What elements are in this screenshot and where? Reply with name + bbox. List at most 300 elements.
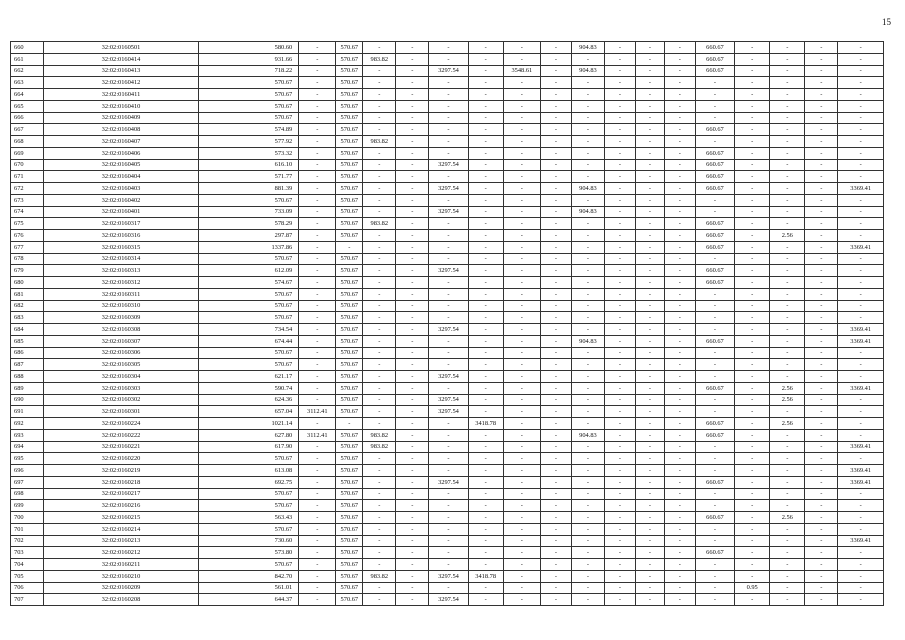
value-cell: - [805,570,838,582]
table-row [11,124,884,136]
value-cell: - [571,124,604,136]
value-cell: - [635,183,664,195]
value-cell: - [805,300,838,312]
table-row [11,394,884,406]
value-cell: - [604,253,635,265]
value-cell: - [770,206,805,218]
value-cell: - [735,465,770,477]
value-cell: - [299,159,336,171]
cadastral-number-cell: 32:02:0160406 [44,147,199,159]
value-cell: - [429,194,468,206]
value-cell: - [635,324,664,336]
cadastral-number-cell: 32:02:0160215 [44,512,199,524]
value-cell: - [735,77,770,89]
value-cell: - [805,371,838,383]
value-cell: - [805,594,838,606]
value-cell: 570.67 [336,406,363,418]
cadastral-number-cell: 32:02:0160208 [44,594,199,606]
value-cell: - [664,288,695,300]
value-cell: - [735,512,770,524]
value-cell: - [468,288,503,300]
value-cell: - [299,547,336,559]
value-cell: - [429,500,468,512]
value-cell: - [468,547,503,559]
row-number-cell: 691 [11,406,44,418]
table-row [11,418,884,430]
cadastral-number-cell: 32:02:0160306 [44,347,199,359]
value-cell: - [540,488,571,500]
cadastral-number-cell: 32:02:0160212 [44,547,199,559]
value-cell: - [540,465,571,477]
value-cell: - [604,183,635,195]
value-cell: - [503,194,540,206]
value-cell: 931.66 [199,53,299,65]
value-cell: - [770,371,805,383]
value-cell: 570.67 [336,570,363,582]
value-cell: - [604,371,635,383]
value-cell: - [540,241,571,253]
cadastral-number-cell: 32:02:0160410 [44,100,199,112]
value-cell: - [540,512,571,524]
value-cell: 570.67 [336,206,363,218]
cadastral-number-cell: 32:02:0160222 [44,429,199,441]
value-cell: - [635,206,664,218]
value-cell: - [571,500,604,512]
value-cell: - [429,147,468,159]
value-cell: 657.04 [199,406,299,418]
value-cell: - [805,241,838,253]
value-cell: - [635,465,664,477]
value-cell: - [635,523,664,535]
value-cell: 3297.54 [429,206,468,218]
table-row [11,488,884,500]
value-cell: - [363,183,396,195]
value-cell: - [571,570,604,582]
value-cell: - [299,253,336,265]
value-cell: - [503,100,540,112]
value-cell: - [571,77,604,89]
value-cell: - [429,429,468,441]
value-cell: - [805,53,838,65]
value-cell: 3297.54 [429,371,468,383]
value-cell: - [571,265,604,277]
value-cell: - [770,218,805,230]
value-cell: - [635,53,664,65]
value-cell: - [805,453,838,465]
value-cell: - [299,535,336,547]
value-cell: 570.67 [336,194,363,206]
row-number-cell: 699 [11,500,44,512]
value-cell: - [299,171,336,183]
cadastral-number-cell: 32:02:0160210 [44,570,199,582]
value-cell: - [571,241,604,253]
value-cell: - [604,582,635,594]
value-cell: - [396,359,429,371]
table-row [11,371,884,383]
value-cell: - [635,77,664,89]
value-cell: - [635,512,664,524]
value-cell: 660.67 [695,183,734,195]
table-row [11,171,884,183]
cadastral-number-cell: 32:02:0160409 [44,112,199,124]
value-cell: 570.67 [336,136,363,148]
value-cell: - [735,230,770,242]
value-cell: - [604,265,635,277]
value-cell: - [503,512,540,524]
value-cell: - [635,89,664,101]
value-cell: - [604,347,635,359]
value-cell: - [503,406,540,418]
cadastral-number-cell: 32:02:0160412 [44,77,199,89]
value-cell: - [503,77,540,89]
value-cell: - [571,147,604,159]
value-cell: 590.74 [199,382,299,394]
value-cell: - [468,77,503,89]
value-cell: - [299,300,336,312]
value-cell: - [571,218,604,230]
value-cell: - [805,42,838,54]
value-cell: - [695,359,734,371]
value-cell: - [336,418,363,430]
value-cell: - [770,288,805,300]
value-cell: - [571,230,604,242]
value-cell: - [635,582,664,594]
value-cell: 616.10 [199,159,299,171]
value-cell: - [396,300,429,312]
value-cell: - [695,535,734,547]
value-cell: - [396,65,429,77]
value-cell: - [503,488,540,500]
value-cell: - [468,523,503,535]
value-cell: - [503,300,540,312]
row-number-cell: 671 [11,171,44,183]
row-number-cell: 700 [11,512,44,524]
value-cell: - [838,512,884,524]
value-cell: 573.32 [199,147,299,159]
value-cell: - [664,429,695,441]
value-cell: - [664,112,695,124]
value-cell: 570.67 [199,77,299,89]
value-cell: - [635,136,664,148]
value-cell: - [635,335,664,347]
value-cell: - [363,124,396,136]
value-cell: 904.83 [571,429,604,441]
cadastral-number-cell: 32:02:0160314 [44,253,199,265]
table-row [11,147,884,159]
table-row [11,512,884,524]
value-cell: - [695,324,734,336]
value-cell: - [635,241,664,253]
value-cell: - [664,441,695,453]
table-row [11,347,884,359]
value-cell: 570.67 [336,65,363,77]
table-row [11,136,884,148]
value-cell: - [396,42,429,54]
value-cell: - [503,418,540,430]
value-cell: - [604,335,635,347]
value-cell: - [838,206,884,218]
value-cell: - [429,547,468,559]
value-cell: - [838,147,884,159]
value-cell: - [735,559,770,571]
value-cell: 621.17 [199,371,299,383]
value-cell: - [571,347,604,359]
value-cell: - [468,406,503,418]
value-cell: 3297.54 [429,159,468,171]
value-cell: - [503,324,540,336]
value-cell: - [805,159,838,171]
value-cell: - [396,382,429,394]
cadastral-number-cell: 32:02:0160307 [44,335,199,347]
value-cell: - [838,89,884,101]
value-cell: - [664,241,695,253]
cadastral-number-cell: 32:02:0160316 [44,230,199,242]
value-cell: 570.67 [199,488,299,500]
value-cell: 627.80 [199,429,299,441]
value-cell: - [299,570,336,582]
value-cell: - [299,124,336,136]
value-cell: - [664,453,695,465]
value-cell: 570.67 [336,382,363,394]
value-cell: - [540,53,571,65]
value-cell: - [299,147,336,159]
value-cell: - [363,547,396,559]
value-cell: - [468,230,503,242]
table-row [11,559,884,571]
table-row [11,523,884,535]
value-cell: - [363,488,396,500]
value-cell: - [571,112,604,124]
table-row [11,194,884,206]
value-cell: - [805,535,838,547]
value-cell: - [604,100,635,112]
row-number-cell: 689 [11,382,44,394]
row-number-cell: 660 [11,42,44,54]
value-cell: - [429,42,468,54]
value-cell: - [805,359,838,371]
cadastral-number-cell: 32:02:0160214 [44,523,199,535]
value-cell: - [805,406,838,418]
value-cell: - [805,418,838,430]
value-cell: - [735,277,770,289]
value-cell: - [429,53,468,65]
value-cell: - [695,347,734,359]
cadastral-number-cell: 32:02:0160217 [44,488,199,500]
value-cell: 578.29 [199,218,299,230]
value-cell: - [299,65,336,77]
value-cell: - [664,371,695,383]
value-cell: - [429,218,468,230]
value-cell: - [805,394,838,406]
value-cell: 570.67 [336,124,363,136]
value-cell: - [503,371,540,383]
value-cell: - [396,100,429,112]
value-cell: - [396,89,429,101]
value-cell: 983.82 [363,570,396,582]
value-cell: - [299,265,336,277]
value-cell: - [468,147,503,159]
value-cell: - [396,159,429,171]
value-cell: - [363,347,396,359]
value-cell: - [468,535,503,547]
value-cell: - [503,241,540,253]
table-row [11,453,884,465]
table-row [11,159,884,171]
value-cell: - [396,230,429,242]
value-cell: - [664,512,695,524]
value-cell: - [735,523,770,535]
value-cell: - [635,547,664,559]
value-cell: 570.67 [336,535,363,547]
row-number-cell: 703 [11,547,44,559]
value-cell: 983.82 [363,136,396,148]
table-row [11,265,884,277]
value-cell: 570.67 [336,429,363,441]
cadastral-number-cell: 32:02:0160311 [44,288,199,300]
value-cell: - [770,465,805,477]
cadastral-number-cell: 32:02:0160309 [44,312,199,324]
value-cell: 570.67 [336,335,363,347]
row-number-cell: 695 [11,453,44,465]
value-cell: - [635,65,664,77]
value-cell: 904.83 [571,335,604,347]
value-cell: - [805,147,838,159]
value-cell: - [540,500,571,512]
value-cell: - [503,253,540,265]
value-cell: - [635,218,664,230]
value-cell: - [735,406,770,418]
value-cell: 570.67 [336,465,363,477]
row-number-cell: 688 [11,371,44,383]
value-cell: 571.77 [199,171,299,183]
value-cell: - [429,453,468,465]
value-cell: - [503,559,540,571]
value-cell: - [540,429,571,441]
value-cell: - [770,559,805,571]
value-cell: 3297.54 [429,183,468,195]
value-cell: - [503,218,540,230]
value-cell: 570.67 [336,441,363,453]
value-cell: - [604,288,635,300]
value-cell: - [503,394,540,406]
value-cell: - [805,488,838,500]
value-cell: - [363,230,396,242]
value-cell: 660.67 [695,147,734,159]
value-cell: - [503,382,540,394]
value-cell: - [735,183,770,195]
value-cell: - [838,65,884,77]
value-cell: - [664,559,695,571]
value-cell: - [735,394,770,406]
value-cell: 561.01 [199,582,299,594]
value-cell: - [299,359,336,371]
value-cell: - [363,406,396,418]
cadastral-number-cell: 32:02:0160403 [44,183,199,195]
value-cell: - [604,65,635,77]
value-cell: - [735,359,770,371]
table-row [11,535,884,547]
table-row [11,594,884,606]
value-cell: 660.67 [695,42,734,54]
value-cell: - [604,53,635,65]
value-cell: - [299,324,336,336]
value-cell: 2.56 [770,512,805,524]
value-cell: - [503,547,540,559]
value-cell: - [503,124,540,136]
value-cell: - [735,347,770,359]
value-cell: - [503,359,540,371]
value-cell: - [571,171,604,183]
value-cell: - [363,112,396,124]
value-cell: - [635,171,664,183]
value-cell: - [429,582,468,594]
value-cell: - [664,277,695,289]
value-cell: 577.92 [199,136,299,148]
value-cell: - [664,347,695,359]
value-cell: - [503,523,540,535]
value-cell: - [838,42,884,54]
value-cell: - [635,359,664,371]
value-cell: 983.82 [363,53,396,65]
value-cell: 3297.54 [429,394,468,406]
value-cell: - [299,500,336,512]
value-cell: - [695,465,734,477]
value-cell: 570.67 [199,194,299,206]
value-cell: 570.67 [336,42,363,54]
value-cell: - [396,441,429,453]
row-number-cell: 675 [11,218,44,230]
value-cell: - [503,159,540,171]
value-cell: - [604,42,635,54]
value-cell: - [735,476,770,488]
value-cell: - [770,324,805,336]
cadastral-number-cell: 32:02:0160405 [44,159,199,171]
value-cell: - [503,147,540,159]
value-cell: 570.67 [199,500,299,512]
value-cell: - [838,582,884,594]
value-cell: - [664,159,695,171]
value-cell: - [604,547,635,559]
value-cell: 660.67 [695,241,734,253]
value-cell: 613.08 [199,465,299,477]
value-cell: 570.67 [199,89,299,101]
value-cell: - [396,547,429,559]
value-cell: - [635,476,664,488]
value-cell: - [735,429,770,441]
value-cell: - [604,429,635,441]
value-cell: - [571,277,604,289]
value-cell: 660.67 [695,65,734,77]
value-cell: - [735,100,770,112]
value-cell: - [396,371,429,383]
value-cell: - [503,136,540,148]
value-cell: - [664,359,695,371]
value-cell: - [503,476,540,488]
value-cell: 580.60 [199,42,299,54]
value-cell: - [838,265,884,277]
value-cell: - [540,206,571,218]
value-cell: 660.67 [695,218,734,230]
value-cell: - [363,77,396,89]
value-cell: - [429,288,468,300]
value-cell: - [838,406,884,418]
row-number-cell: 706 [11,582,44,594]
value-cell: - [540,324,571,336]
row-number-cell: 678 [11,253,44,265]
value-cell: - [299,206,336,218]
value-cell: - [429,277,468,289]
value-cell: - [468,206,503,218]
